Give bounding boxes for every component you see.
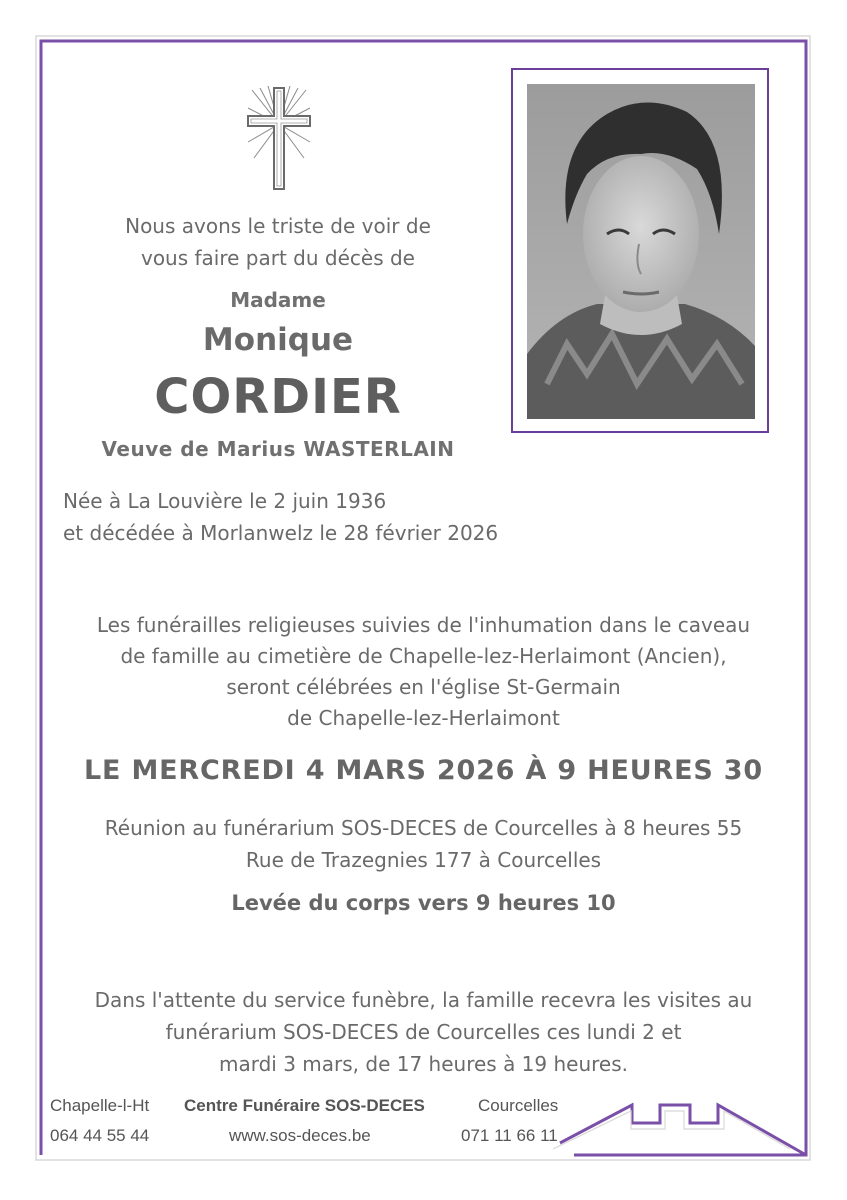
funeral-line: de famille au cimetière de Chapelle-lez-Herlaimont (Ancien),	[120, 644, 727, 668]
footer-left-place: Chapelle-l-Ht	[50, 1096, 150, 1115]
birth-death-dates	[63, 485, 498, 549]
honorific: Madame	[230, 288, 326, 312]
meeting-line: Réunion au funérarium SOS-DECES de Courcelles à 8 heures 55	[104, 816, 743, 840]
ceremony-date: LE MERCREDI 4 MARS 2026 À 9 HEURES 30	[84, 755, 763, 786]
portrait-photo	[527, 84, 755, 419]
intro-line: vous faire part du décès de	[140, 246, 415, 270]
footer-right-phone[interactable]: 071 11 66 11	[461, 1126, 558, 1145]
last-name: CORDIER	[154, 369, 402, 425]
funeral-line: Les funérailles religieuses suivies de l'inhumation dans le caveau	[96, 613, 751, 637]
footer-company-name: Centre Funéraire SOS-DECES	[184, 1096, 425, 1115]
footer-right-place: Courcelles	[478, 1096, 559, 1115]
widow-of: Veuve de Marius WASTERLAIN	[101, 437, 455, 461]
footer-left-phone[interactable]: 064 44 55 44	[50, 1126, 150, 1145]
funeral-details	[40, 610, 807, 734]
intro-text	[78, 210, 478, 274]
birth-line: Née à La Louvière le 2 juin 1936	[63, 489, 387, 513]
levee-time: Levée du corps vers 9 heures 10	[231, 891, 616, 915]
funeral-line: seront célébrées en l'église St-Germain	[226, 675, 621, 699]
footer-website-link[interactable]: www.sos-deces.be	[229, 1126, 371, 1145]
portrait-frame	[511, 68, 769, 433]
radiant-cross-icon	[244, 86, 314, 191]
funeral-line: de Chapelle-lez-Herlaimont	[287, 706, 560, 730]
visits-info	[40, 984, 807, 1080]
first-name: Monique	[202, 322, 354, 358]
house-outline-icon	[560, 1105, 806, 1155]
intro-line: Nous avons le triste de voir de	[125, 214, 431, 238]
visits-line: mardi 3 mars, de 17 heures à 19 heures.	[218, 1052, 629, 1076]
visits-line: funérarium SOS-DECES de Courcelles ces lundi 2 et	[165, 1020, 682, 1044]
meeting-address: Rue de Trazegnies 177 à Courcelles	[245, 848, 602, 872]
visits-line: Dans l'attente du service funèbre, la famille recevra les visites au	[94, 988, 753, 1012]
death-line: et décédée à Morlanwelz le 28 février 2026	[63, 521, 499, 545]
meeting-info	[40, 812, 807, 876]
